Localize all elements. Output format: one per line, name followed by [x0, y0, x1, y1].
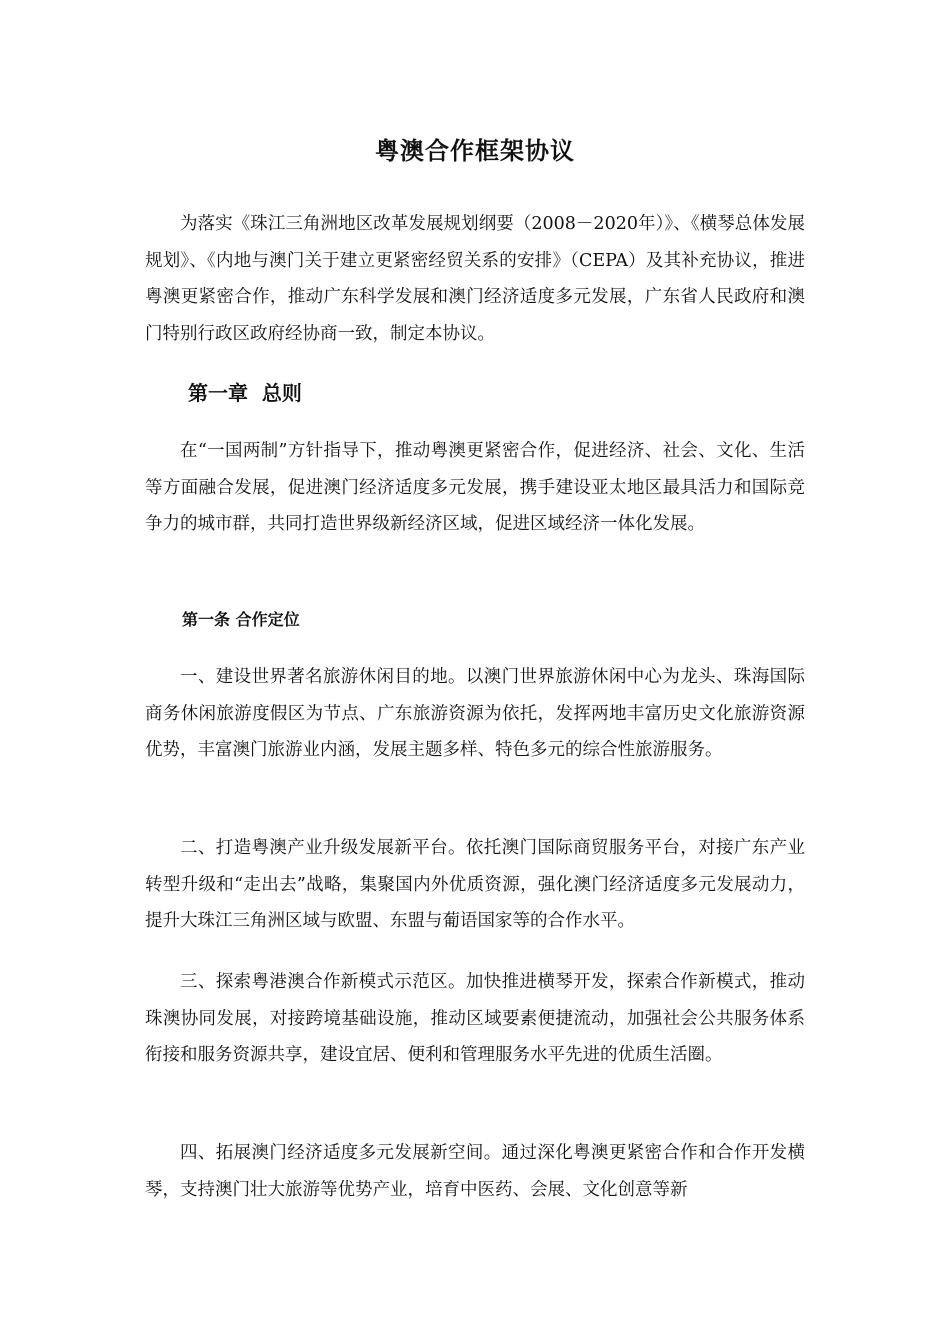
article-heading: 第一条 合作定位 [182, 610, 300, 629]
article-item-2: 二、打造粤澳产业升级发展新平台。依托澳门国际商贸服务平台，对接广东产业转型升级和“走出去”战略，集聚国内外优质资源，强化澳门经济适度多元发展动力，提升大珠江三角洲区域与欧盟、东盟与葡语国家等的合作水平。 [145, 838, 805, 931]
intro-paragraph: 为落实《珠江三角洲地区改革发展规划纲要（2008－2020年）》、《横琴总体发展规划》、《内地与澳门关于建立更紧密经贸关系的安排》（CEPA）及其补充协议，推进粤澳更紧密合作，推动广东科学发展和澳门经济适度多元发展，广东省人民政府和澳门特别行政区政府经协商一致，制定本协议。 [145, 214, 805, 344]
document-title: 粤澳合作框架协议 [375, 137, 575, 165]
chapter-heading: 第一章 总则 [188, 381, 302, 405]
chapter-paragraph: 在“一国两制”方针指导下，推动粤澳更紧密合作，促进经济、社会、文化、生活等方面融合发展，促进澳门经济适度多元发展，携手建设亚太地区最具活力和国际竞争力的城市群，共同打造世界级新经济区域，促进区域经济一体化发展。 [145, 441, 805, 534]
article-item-4: 四、拓展澳门经济适度多元发展新空间。通过深化粤澳更紧密合作和合作开发横琴，支持澳门壮大旅游等优势产业，培育中医药、会展、文化创意等新 [145, 1143, 805, 1200]
article-item-3: 三、探索粤港澳合作新模式示范区。加快推进横琴开发，探索合作新模式，推动珠澳协同发展，对接跨境基础设施，推动区域要素便捷流动，加强社会公共服务体系衔接和服务资源共享，建设宜居、便利和管理服务水平先进的优质生活圈。 [145, 972, 805, 1065]
article-item-1: 一、建设世界著名旅游休闲目的地。以澳门世界旅游休闲中心为龙头、珠海国际商务休闲旅游度假区为节点、广东旅游资源为依托，发挥两地丰富历史文化旅游资源优势，丰富澳门旅游业内涵，发展主题多样、特色多元的综合性旅游服务。 [145, 667, 805, 760]
